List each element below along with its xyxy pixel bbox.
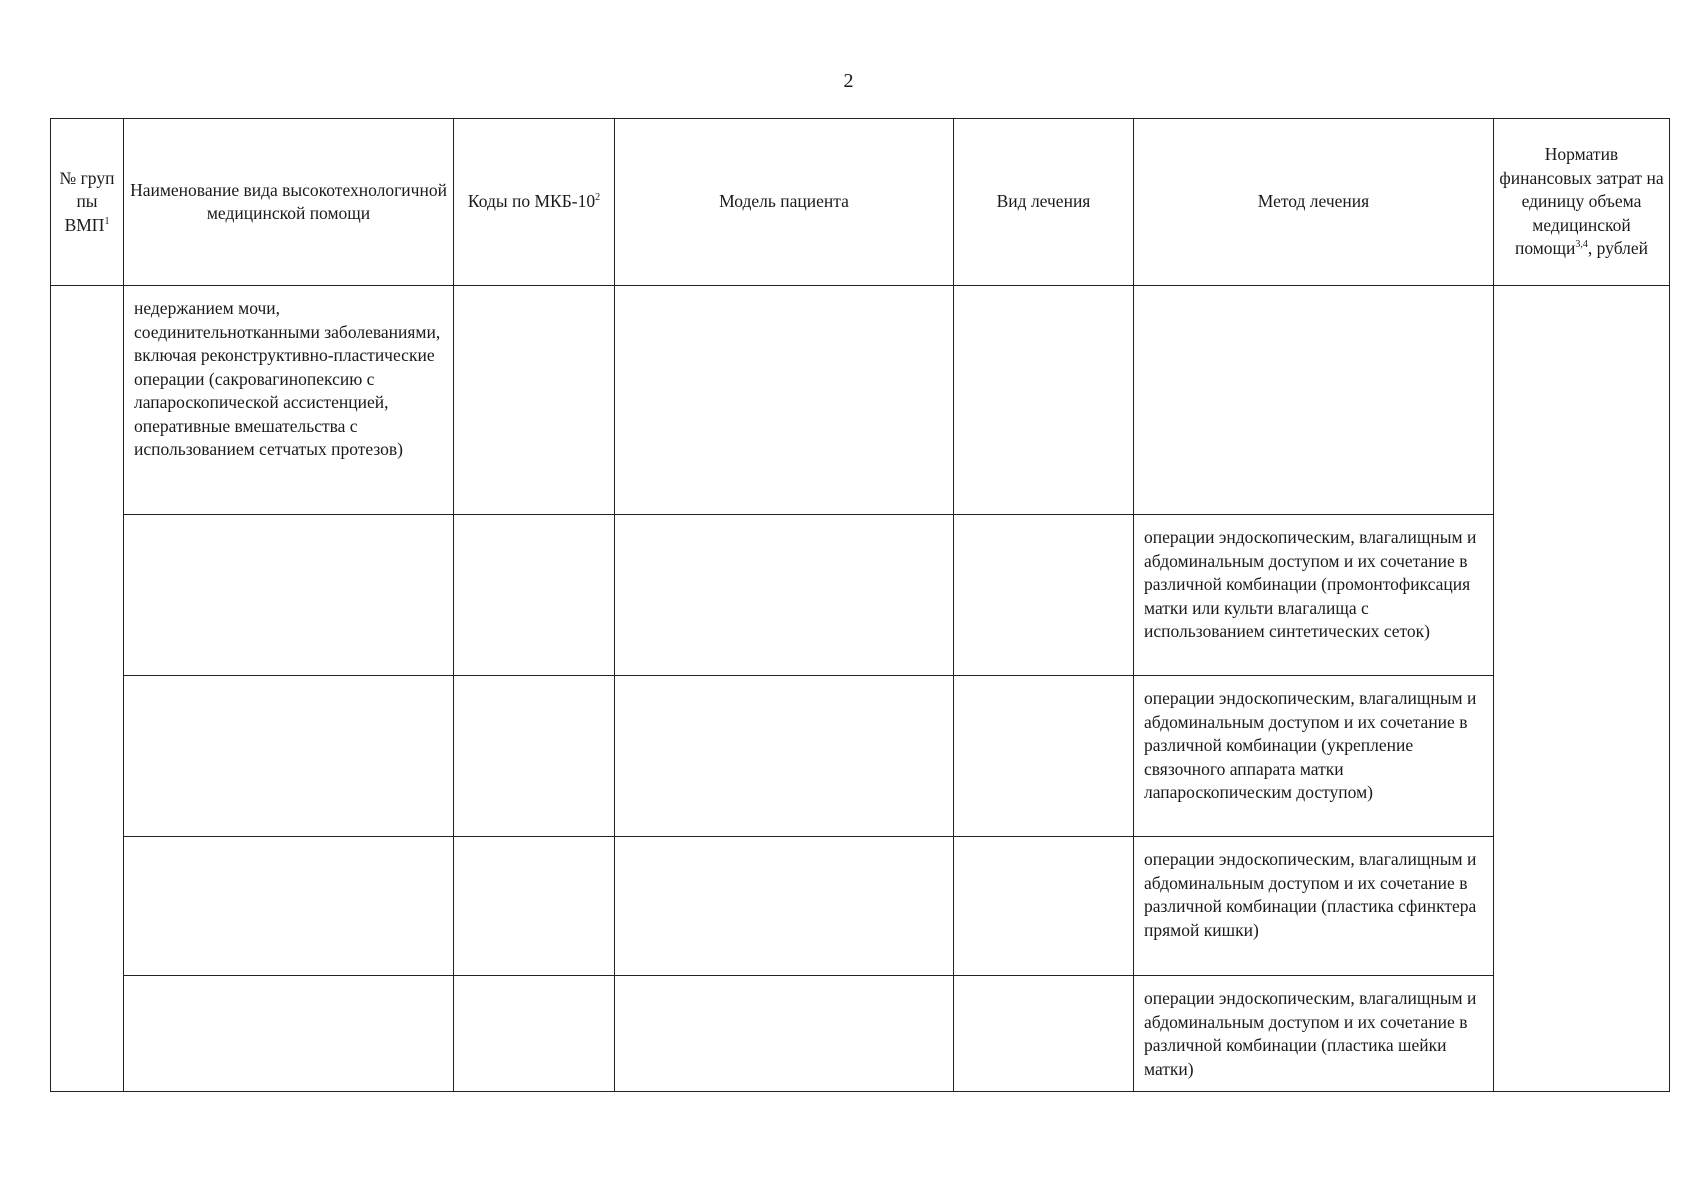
- table-header-row: [51, 119, 1670, 286]
- cell-name: [124, 976, 454, 1092]
- cell-name: [124, 515, 454, 676]
- table-row: [51, 976, 1670, 1092]
- cell-treatment-method: операции эндоскопическим, влагалищным и абдоминальным доступом и их сочетание в различной комбинации (пластика сфинктера прямой кишки): [1134, 837, 1494, 976]
- cell-patient-model: [615, 837, 954, 976]
- cell-patient-model: [615, 976, 954, 1092]
- cell-name: недержанием мочи, соединительнотканными заболеваниями, включая реконструктивно-пластические операции (сакровагинопексию с лапароскопической ассистенцией, оперативные вмешательства с использованием сетчатых протезов): [124, 286, 454, 515]
- cell-treatment-type: [954, 837, 1134, 976]
- table-row: [51, 515, 1670, 676]
- header-group-no: № груп пы ВМП$^1$: [51, 119, 124, 286]
- cell-mkb-codes: [454, 515, 615, 676]
- header-patient-model: Модель пациента: [615, 119, 954, 286]
- header-cost-norm: Норматив финансовых затрат на единицу объема медицинской помощи$^{3,4}$, рублей: [1494, 119, 1670, 286]
- table-row: [51, 676, 1670, 837]
- page-number: 2: [843, 70, 854, 92]
- cell-cost-norm: [1494, 286, 1670, 1092]
- vmp-table: [50, 118, 1670, 1092]
- cell-name: [124, 837, 454, 976]
- header-mkb-codes: Коды по МКБ-$10^2$: [454, 119, 615, 286]
- cell-group-no: [51, 286, 124, 1092]
- cell-patient-model: [615, 515, 954, 676]
- header-treatment-type: Вид лечения: [954, 119, 1134, 286]
- cell-patient-model: [615, 286, 954, 515]
- table-row: [51, 286, 1670, 515]
- cell-treatment-type: [954, 286, 1134, 515]
- cell-treatment-method: операции эндоскопическим, влагалищным и абдоминальным доступом и их сочетание в различной комбинации (промонтофиксация матки или культи влагалища с использованием синтетических сеток): [1134, 515, 1494, 676]
- cell-treatment-type: [954, 676, 1134, 837]
- cell-mkb-codes: [454, 837, 615, 976]
- cell-treatment-method: операции эндоскопическим, влагалищным и абдоминальным доступом и их сочетание в различной комбинации (укрепление связочного аппарата матки лапароскопическим доступом): [1134, 676, 1494, 837]
- cell-treatment-type: [954, 515, 1134, 676]
- cell-mkb-codes: [454, 286, 615, 515]
- cell-treatment-type: [954, 976, 1134, 1092]
- table-row: [51, 837, 1670, 976]
- cell-mkb-codes: [454, 676, 615, 837]
- cell-patient-model: [615, 676, 954, 837]
- cell-name: [124, 676, 454, 837]
- cell-treatment-method: [1134, 286, 1494, 515]
- cell-treatment-method: операции эндоскопическим, влагалищным и абдоминальным доступом и их сочетание в различной комбинации (пластика шейки матки): [1134, 976, 1494, 1092]
- header-name: Наименование вида высокотехнологичной медицинской помощи: [124, 119, 454, 286]
- header-treatment-method: Метод лечения: [1134, 119, 1494, 286]
- cell-mkb-codes: [454, 976, 615, 1092]
